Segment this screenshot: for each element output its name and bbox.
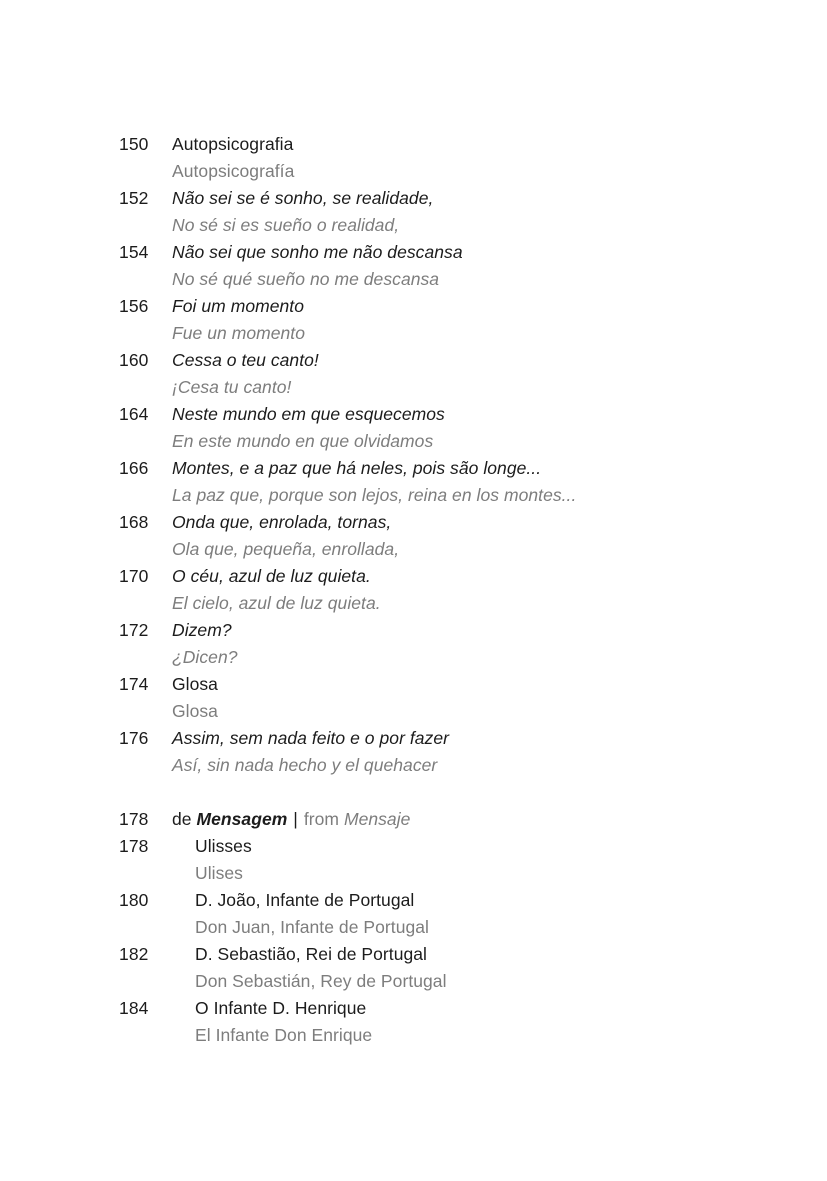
toc-entry-row[interactable] <box>119 617 739 644</box>
collection-header-page-number: 178 <box>119 809 149 829</box>
entry-title-translated: Fue un momento <box>172 323 305 343</box>
collection-title: Mensagem <box>196 809 288 829</box>
page-number: 164 <box>119 404 149 424</box>
entry-title-original: O céu, azul de luz quieta. <box>172 566 371 586</box>
page-number <box>119 968 172 995</box>
entry-title-translated: Don Sebastián, Rey de Portugal <box>195 971 447 991</box>
page-number: 184 <box>119 998 149 1018</box>
page-number <box>119 266 172 293</box>
page-number <box>119 374 172 401</box>
entry-title-original: Neste mundo em que esquecemos <box>172 404 445 424</box>
page-number <box>119 212 172 239</box>
entry-title-translated: Autopsicografía <box>172 161 295 181</box>
toc-entry-row[interactable] <box>119 428 739 455</box>
toc-collection-entry-row[interactable] <box>119 833 739 860</box>
toc-entry-row[interactable] <box>119 131 739 158</box>
toc-entry-row[interactable] <box>119 212 739 239</box>
collection-title-translated: Mensaje <box>343 809 411 829</box>
page-number: 160 <box>119 350 149 370</box>
page-number <box>119 644 172 671</box>
toc-collection-entry-row[interactable] <box>119 995 739 1022</box>
toc-collection-entry-row[interactable] <box>119 941 739 968</box>
page-number: 166 <box>119 458 149 478</box>
entry-title-translated: Ulises <box>195 863 243 883</box>
entry-title-translated: Don Juan, Infante de Portugal <box>195 917 429 937</box>
collection-prefix-translated: from <box>303 809 340 829</box>
toc-entry-row[interactable] <box>119 698 739 725</box>
entry-title-translated: El Infante Don Enrique <box>195 1025 373 1045</box>
page-number: 180 <box>119 890 149 910</box>
page-number: 176 <box>119 728 149 748</box>
page-number <box>119 428 172 455</box>
toc-entry-row[interactable] <box>119 725 739 752</box>
page-number <box>119 698 172 725</box>
entry-title-translated: ¡Cesa tu canto! <box>172 377 292 397</box>
toc-collection-entry-row[interactable] <box>119 860 739 887</box>
section-spacer <box>119 779 739 806</box>
toc-collection-rows <box>119 833 739 1049</box>
toc-entry-row[interactable] <box>119 320 739 347</box>
toc-entry-row[interactable] <box>119 482 739 509</box>
page-number <box>119 1022 172 1049</box>
toc-entry-row[interactable] <box>119 509 739 536</box>
collection-separator: | <box>293 809 298 829</box>
page-number <box>119 752 172 779</box>
entry-title-translated: No sé si es sueño o realidad, <box>172 215 400 235</box>
entry-title-original: Montes, e a paz que há neles, pois são longe... <box>172 458 542 478</box>
entry-title-original: Não sei que sonho me não descansa <box>172 242 463 262</box>
entry-title-translated: La paz que, porque son lejos, reina en los montes... <box>172 485 577 505</box>
toc-entry-row[interactable] <box>119 752 739 779</box>
page-number: 152 <box>119 188 149 208</box>
toc-entry-row[interactable] <box>119 590 739 617</box>
toc-collection-entry-row[interactable] <box>119 968 739 995</box>
toc-collection-entry-row[interactable] <box>119 1022 739 1049</box>
page-number <box>119 860 172 887</box>
entry-title-original: Dizem? <box>172 620 232 640</box>
toc-entry-row[interactable] <box>119 347 739 374</box>
page-number <box>119 320 172 347</box>
entry-title-original: D. João, Infante de Portugal <box>195 890 415 910</box>
entry-title-original: Autopsicografia <box>172 134 294 154</box>
entry-title-original: Não sei se é sonho, se realidade, <box>172 188 434 208</box>
toc-entry-row[interactable] <box>119 293 739 320</box>
toc-entry-row[interactable] <box>119 563 739 590</box>
toc-entry-row[interactable] <box>119 158 739 185</box>
toc-entry-row[interactable] <box>119 374 739 401</box>
entry-title-original: Onda que, enrolada, tornas, <box>172 512 392 532</box>
entry-title-original: Glosa <box>172 674 218 694</box>
page-number: 170 <box>119 566 149 586</box>
entry-title-original: Cessa o teu canto! <box>172 350 319 370</box>
entry-title-original: D. Sebastião, Rei de Portugal <box>195 944 428 964</box>
page-number: 168 <box>119 512 149 532</box>
page-number: 154 <box>119 242 149 262</box>
page-number <box>119 914 172 941</box>
toc-entry-row[interactable] <box>119 455 739 482</box>
page-number <box>119 158 172 185</box>
entry-title-original: Foi um momento <box>172 296 304 316</box>
entry-title-translated: En este mundo en que olvidamos <box>172 431 434 451</box>
entry-title-original: Assim, sem nada feito e o por fazer <box>172 728 450 748</box>
toc-main-rows <box>119 131 739 779</box>
page-number: 182 <box>119 944 149 964</box>
entry-title-original: Ulisses <box>195 836 252 856</box>
page-number: 172 <box>119 620 149 640</box>
entry-title-translated: No sé qué sueño no me descansa <box>172 269 440 289</box>
toc-entry-row[interactable] <box>119 185 739 212</box>
entry-title-translated: Así, sin nada hecho y el quehacer <box>172 755 438 775</box>
collection-header-row[interactable] <box>119 806 739 833</box>
entry-title-translated: El cielo, azul de luz quieta. <box>172 593 381 613</box>
toc-collection-entry-row[interactable] <box>119 914 739 941</box>
toc-entry-list <box>119 131 739 1049</box>
page-number: 150 <box>119 134 149 154</box>
toc-entry-row[interactable] <box>119 239 739 266</box>
toc-entry-row[interactable] <box>119 644 739 671</box>
entry-title-translated: Glosa <box>172 701 218 721</box>
entry-title-translated: Ola que, pequeña, enrollada, <box>172 539 400 559</box>
page-number <box>119 590 172 617</box>
page-number: 156 <box>119 296 149 316</box>
page-number <box>119 482 172 509</box>
toc-entry-row[interactable] <box>119 536 739 563</box>
page-number: 178 <box>119 836 149 856</box>
toc-entry-row[interactable] <box>119 266 739 293</box>
entry-title-original: O Infante D. Henrique <box>195 998 367 1018</box>
collection-prefix: de <box>172 809 192 829</box>
collection-header-label <box>172 806 739 833</box>
toc-entry-row[interactable] <box>119 401 739 428</box>
entry-title-translated: ¿Dicen? <box>172 647 238 667</box>
page-number: 174 <box>119 674 149 694</box>
toc-entry-row[interactable] <box>119 671 739 698</box>
toc-collection-entry-row[interactable] <box>119 887 739 914</box>
page-number <box>119 536 172 563</box>
